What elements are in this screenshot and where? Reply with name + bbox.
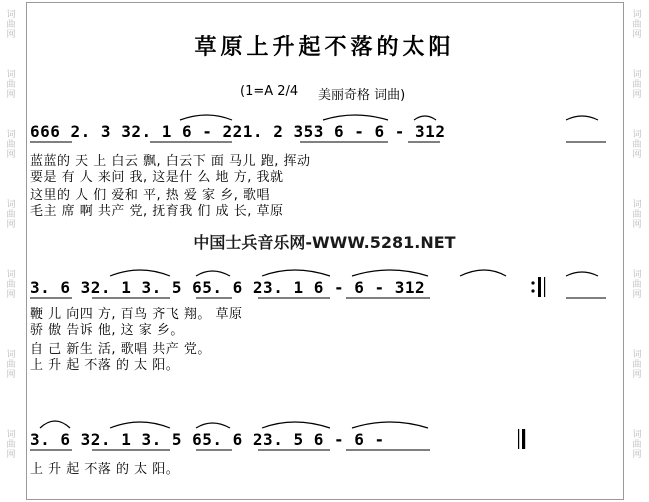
website-watermark: 中国士兵音乐网-WWW.5281.NET <box>193 233 456 252</box>
song-title: 草原上升起不落的太阳 <box>194 34 455 60</box>
watermark-text: 词 曲 网 <box>6 70 16 100</box>
lyric-line-1-2: 要是 有 人 来问 我, 这是什 么 地 方, 我就 <box>30 170 284 185</box>
lyric-line-2-2: 骄 傲 告诉 他, 这 家 乡。 <box>30 323 184 338</box>
watermark-text: 词 曲 网 <box>632 130 642 160</box>
lyric-line-2-1: 鞭 儿 向四 方, 百鸟 齐飞 翔。 草原 <box>30 307 243 322</box>
watermark-text: 词 曲 网 <box>6 130 16 160</box>
watermark-text: 词 曲 网 <box>6 270 16 300</box>
lyric-line-1-1: 蓝蓝的 天 上 白云 飘, 白云下 面 马儿 跑, 挥动 <box>30 154 311 169</box>
watermark-text: 词 曲 网 <box>6 200 16 230</box>
key-signature: (1=A 2/4 <box>240 84 299 99</box>
notation-row-2: 3. 6 32. 1 3. 5 65. 6 23. 1 6 - 6 - 312 <box>30 278 426 297</box>
lyric-line-1-3: 这里的 人 们 爱和 平, 热 爱 家 乡, 歌唱 <box>30 188 270 203</box>
watermark-text: 词 曲 网 <box>6 430 16 460</box>
watermark-text: 词 曲 网 <box>632 200 642 230</box>
notation-row-1: 666 2. 3 32. 1 6 - 221. 2 353 6 - 6 - 312 <box>30 122 446 141</box>
watermark-text: 词 曲 网 <box>632 430 642 460</box>
lyric-line-3-1: 上 升 起 不落 的 太 阳。 <box>30 462 180 477</box>
lyric-line-2-3: 自 己 新生 活, 歌唱 共产 党。 <box>30 342 211 357</box>
notation-row-3: 3. 6 32. 1 3. 5 65. 6 23. 5 6 - 6 - <box>30 430 385 449</box>
lyric-line-2-4: 上 升 起 不落 的 太 阳。 <box>30 358 180 373</box>
composer-credit: 美丽奇格 词曲) <box>318 88 406 103</box>
watermark-text: 词 曲 网 <box>6 10 16 40</box>
watermark-text: 词 曲 网 <box>632 70 642 100</box>
watermark-text: 词 曲 网 <box>632 10 642 40</box>
watermark-text: 词 曲 网 <box>632 270 642 300</box>
lyric-line-1-4: 毛主 席 啊 共产 党, 抚育我 们 成 长, 草原 <box>30 204 284 219</box>
watermark-text: 词 曲 网 <box>6 350 16 380</box>
watermark-text: 词 曲 网 <box>632 350 642 380</box>
